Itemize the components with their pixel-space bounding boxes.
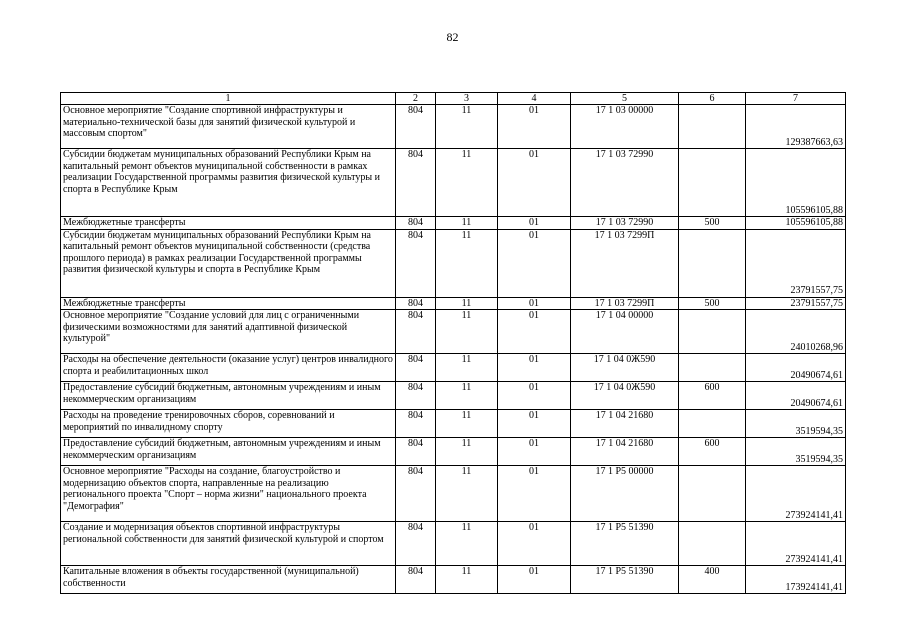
row-ministry-code: 804 [396,310,436,354]
row-subsection-code: 01 [498,410,571,438]
row-amount: 129387663,63 [746,105,846,149]
table-row [61,382,846,410]
row-amount: 20490674,61 [746,382,846,410]
row-name: Предоставление субсидий бюджетным, автономным учреждениям и иным некоммерческим организациям [61,382,396,410]
row-amount: 20490674,61 [746,354,846,382]
row-section-code: 11 [436,217,498,230]
row-name: Основное мероприятие "Расходы на создание, благоустройство и модернизацию объектов спорта, направленные на реализацию регионального проекта "Спорт – норма жизни" национального проекта "Демография" [61,466,396,522]
row-target-article: 17 1 03 72990 [571,149,679,217]
table-row [61,105,846,149]
row-section-code: 11 [436,382,498,410]
row-target-article: 17 1 03 72990 [571,217,679,230]
table-row [61,522,846,566]
row-subsection-code: 01 [498,310,571,354]
row-subsection-code: 01 [498,466,571,522]
row-target-article: 17 1 03 00000 [571,105,679,149]
row-subsection-code: 01 [498,105,571,149]
row-amount: 23791557,75 [746,297,846,310]
row-name: Основное мероприятие "Создание условий для лиц с ограниченными физическими возможностями для занятий адаптивной физической культурой" [61,310,396,354]
column-header-6: 6 [679,93,746,105]
row-name: Расходы на проведение тренировочных сборов, соревнований и мероприятий по инвалидному спорту [61,410,396,438]
budget-table [60,92,846,594]
row-subsection-code: 01 [498,297,571,310]
row-subsection-code: 01 [498,217,571,230]
row-expense-type: 400 [679,566,746,594]
row-ministry-code: 804 [396,354,436,382]
row-section-code: 11 [436,566,498,594]
row-subsection-code: 01 [498,149,571,217]
table-row [61,310,846,354]
row-expense-type [679,105,746,149]
row-expense-type: 500 [679,217,746,230]
row-section-code: 11 [436,438,498,466]
row-name: Предоставление субсидий бюджетным, автономным учреждениям и иным некоммерческим организациям [61,438,396,466]
row-ministry-code: 804 [396,438,436,466]
row-target-article: 17 1 04 0Ж590 [571,382,679,410]
column-header-5: 5 [571,93,679,105]
row-name: Создание и модернизация объектов спортивной инфраструктуры региональной собственности для занятий физической культурой и спортом [61,522,396,566]
table-row [61,229,846,297]
row-section-code: 11 [436,229,498,297]
row-amount: 105596105,88 [746,149,846,217]
row-subsection-code: 01 [498,566,571,594]
row-section-code: 11 [436,522,498,566]
row-ministry-code: 804 [396,522,436,566]
row-target-article: 17 1 P5 51390 [571,566,679,594]
row-ministry-code: 804 [396,217,436,230]
row-ministry-code: 804 [396,105,436,149]
row-ministry-code: 804 [396,149,436,217]
table-header [61,93,846,105]
table-row [61,438,846,466]
row-amount: 105596105,88 [746,217,846,230]
row-section-code: 11 [436,149,498,217]
row-target-article: 17 1 03 7299П [571,229,679,297]
row-expense-type: 600 [679,382,746,410]
table-row [61,466,846,522]
row-name: Субсидии бюджетам муниципальных образований Республики Крым на капитальный ремонт объектов муниципальной собственности (средства прошлого периода) в рамках реализации Государственной программы развития физической культуры и спорта в Республике Крым [61,229,396,297]
row-target-article: 17 1 04 21680 [571,410,679,438]
table-row [61,297,846,310]
row-subsection-code: 01 [498,382,571,410]
column-header-3: 3 [436,93,498,105]
row-ministry-code: 804 [396,297,436,310]
row-expense-type: 600 [679,438,746,466]
table-row [61,354,846,382]
column-header-7: 7 [746,93,846,105]
row-ministry-code: 804 [396,410,436,438]
row-ministry-code: 804 [396,466,436,522]
row-expense-type [679,149,746,217]
row-section-code: 11 [436,297,498,310]
row-expense-type [679,354,746,382]
row-name: Межбюджетные трансферты [61,297,396,310]
row-name: Расходы на обеспечение деятельности (оказание услуг) центров инвалидного спорта и реабилитационных школ [61,354,396,382]
column-header-2: 2 [396,93,436,105]
row-section-code: 11 [436,105,498,149]
row-amount: 273924141,41 [746,522,846,566]
row-section-code: 11 [436,310,498,354]
table-body [61,105,846,594]
column-header-1: 1 [61,93,396,105]
row-amount: 23791557,75 [746,229,846,297]
row-target-article: 17 1 P5 00000 [571,466,679,522]
column-header-4: 4 [498,93,571,105]
table-row [61,566,846,594]
row-subsection-code: 01 [498,522,571,566]
row-amount: 273924141,41 [746,466,846,522]
row-subsection-code: 01 [498,229,571,297]
row-expense-type [679,310,746,354]
row-expense-type [679,229,746,297]
row-name: Межбюджетные трансферты [61,217,396,230]
row-target-article: 17 1 04 0Ж590 [571,354,679,382]
table-row [61,410,846,438]
row-target-article: 17 1 P5 51390 [571,522,679,566]
row-target-article: 17 1 03 7299П [571,297,679,310]
row-name: Капитальные вложения в объекты государственной (муниципальной) собственности [61,566,396,594]
row-ministry-code: 804 [396,566,436,594]
row-name: Субсидии бюджетам муниципальных образований Республики Крым на капитальный ремонт объектов муниципальной собственности в рамках реализации Государственной программы развития физической культуры и спорта в Республике Крым [61,149,396,217]
page-number: 82 [446,30,459,44]
row-ministry-code: 804 [396,229,436,297]
row-amount: 3519594,35 [746,410,846,438]
row-amount: 173924141,41 [746,566,846,594]
row-expense-type [679,410,746,438]
row-ministry-code: 804 [396,382,436,410]
row-section-code: 11 [436,354,498,382]
table-row [61,149,846,217]
row-subsection-code: 01 [498,354,571,382]
row-name: Основное мероприятие "Создание спортивной инфраструктуры и материально-технической базы для занятий физической культурой и массовым спортом" [61,105,396,149]
row-amount: 24010268,96 [746,310,846,354]
row-expense-type [679,466,746,522]
row-target-article: 17 1 04 00000 [571,310,679,354]
row-section-code: 11 [436,410,498,438]
row-expense-type [679,522,746,566]
header-row [61,93,846,105]
row-amount: 3519594,35 [746,438,846,466]
row-section-code: 11 [436,466,498,522]
table-row [61,217,846,230]
row-subsection-code: 01 [498,438,571,466]
row-target-article: 17 1 04 21680 [571,438,679,466]
row-expense-type: 500 [679,297,746,310]
